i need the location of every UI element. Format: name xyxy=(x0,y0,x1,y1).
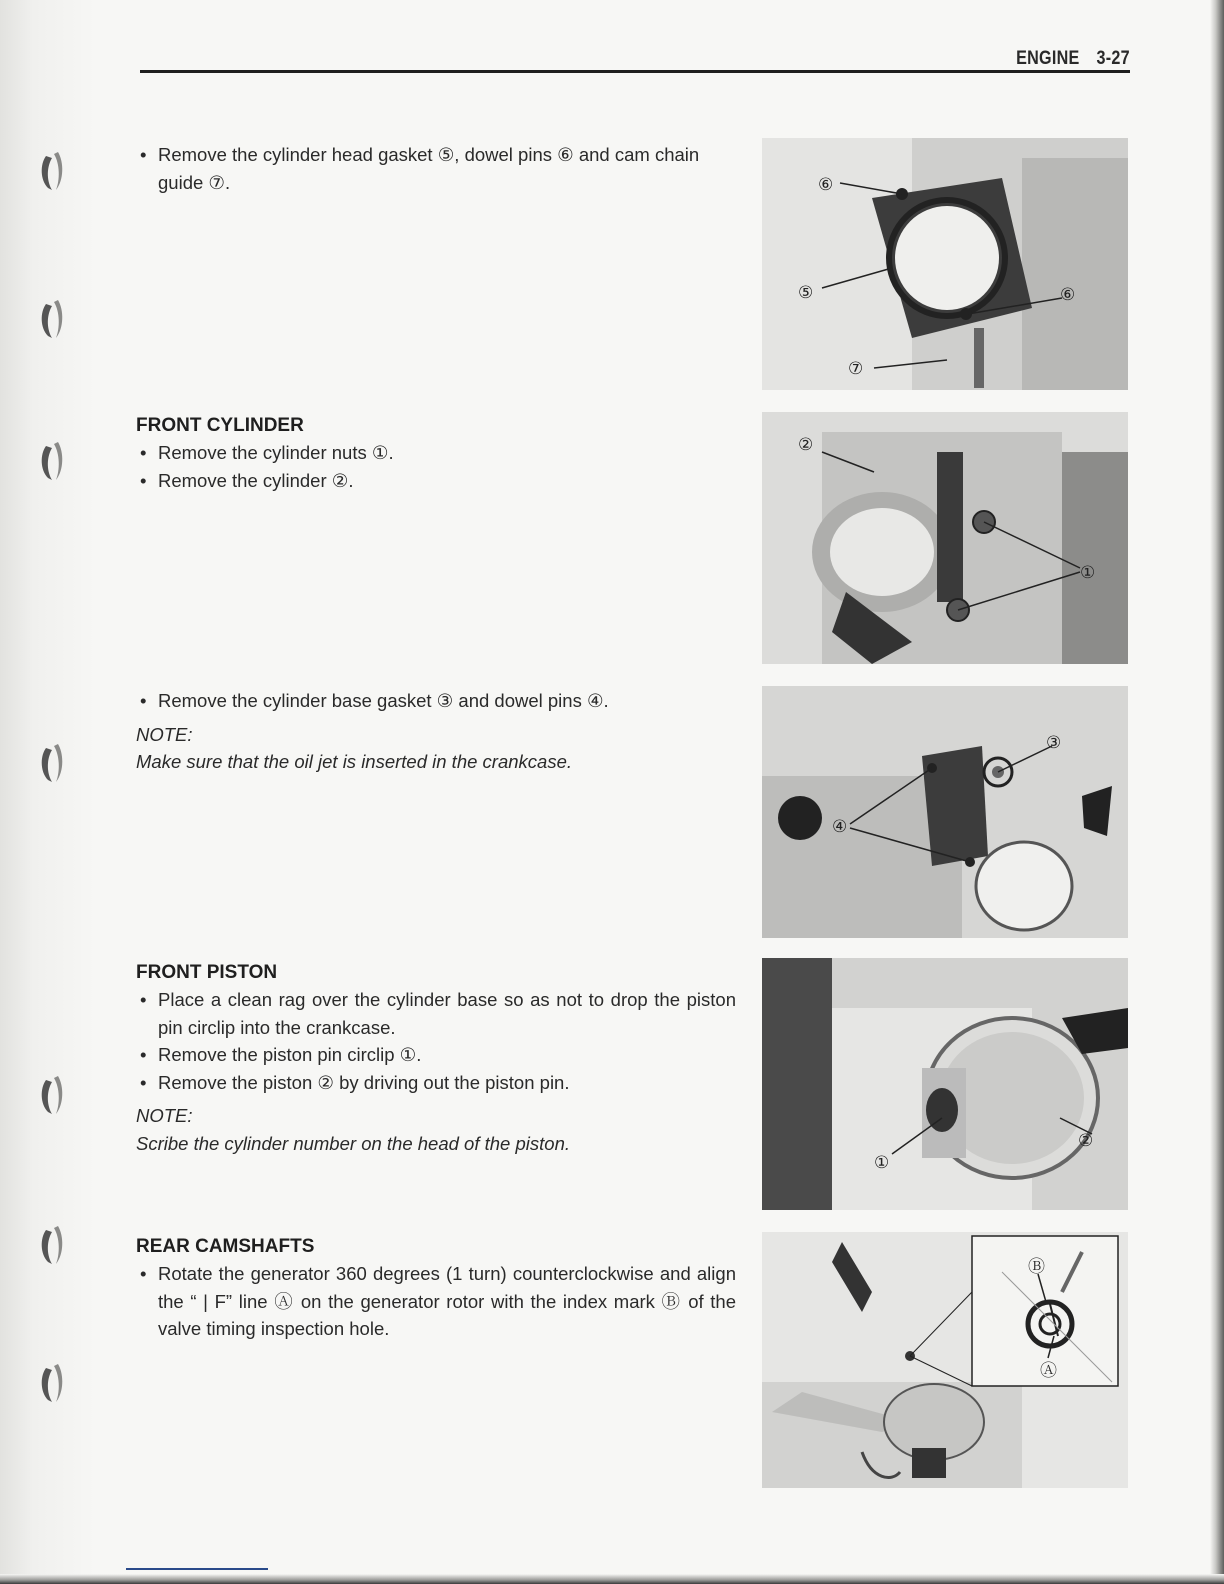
page-number: 3-27 xyxy=(1096,48,1130,69)
instruction-bullet: • Remove the cylinder ②. xyxy=(136,467,736,495)
callout-7: ⑦ xyxy=(848,359,864,379)
callout-5: ⑤ xyxy=(798,283,814,303)
header-rule xyxy=(140,70,1130,73)
section-heading: FRONT PISTON xyxy=(136,962,278,983)
page-header xyxy=(140,42,1130,74)
page-bottom-shadow xyxy=(0,1574,1224,1584)
note-label: NOTE: xyxy=(136,723,193,745)
instruction-bullet: • Remove the cylinder base gasket ③ and dowel pins ④. xyxy=(136,687,736,715)
callout-1: ① xyxy=(874,1153,890,1173)
callout-6: ⑥ xyxy=(818,175,834,195)
section-head-gasket xyxy=(136,141,736,196)
callout-2: ② xyxy=(798,435,814,455)
note-label: NOTE: xyxy=(136,1105,193,1126)
callout-B: Ⓑ xyxy=(1028,1257,1045,1277)
instruction-bullet: • Remove the cylinder head gasket ⑤, dowel pins ⑥ and cam chain guide ⑦. xyxy=(136,141,736,196)
instruction-bullet: • Remove the cylinder nuts ①. xyxy=(136,439,736,467)
binding-margin xyxy=(0,0,95,1584)
section-heading: FRONT CYLINDER xyxy=(136,415,304,436)
callout-2: ② xyxy=(1078,1131,1094,1151)
section-heading: REAR CAMSHAFTS xyxy=(136,1236,315,1257)
instruction-bullet: • Remove the piston pin circlip ①. xyxy=(136,1041,736,1069)
instruction-bullet: • Rotate the generator 360 degrees (1 turn) counterclockwise and align the “ | F” line Ⓐ on the generator rotor with the index mark Ⓑ of the valve timing inspection hole. xyxy=(136,1260,736,1343)
photo-base-gasket xyxy=(762,686,1128,938)
note-text: Make sure that the oil jet is inserted in the crankcase. xyxy=(136,751,572,772)
punch-hole xyxy=(38,440,68,484)
section-front-piston xyxy=(136,960,736,1157)
section-rear-camshafts xyxy=(136,1234,736,1343)
header-section: ENGINE xyxy=(1016,48,1080,69)
instruction-bullet: • Place a clean rag over the cylinder base so as not to drop the piston pin circlip into the crankcase. xyxy=(136,986,736,1041)
page-edge-shadow xyxy=(1210,0,1224,1584)
section-front-cylinder xyxy=(136,413,736,494)
punch-hole xyxy=(38,150,68,194)
punch-hole xyxy=(38,1362,68,1406)
note-text: Scribe the cylinder number on the head of the piston. xyxy=(136,1132,570,1154)
punch-hole xyxy=(38,298,68,342)
section-base-gasket xyxy=(136,687,736,776)
callout-4: ④ xyxy=(832,817,848,837)
photo-front-cylinder xyxy=(762,412,1128,664)
callout-1: ① xyxy=(1080,563,1096,583)
callout-6: ⑥ xyxy=(1060,285,1076,305)
instruction-bullet: • Remove the piston ② by driving out the piston pin. xyxy=(136,1069,736,1097)
photo-front-piston xyxy=(762,958,1128,1210)
punch-hole xyxy=(38,742,68,786)
photo-generator-alignment xyxy=(762,1232,1128,1488)
punch-hole xyxy=(38,1224,68,1268)
photo-head-gasket xyxy=(762,138,1128,390)
callout-3: ③ xyxy=(1046,733,1062,753)
callout-A: Ⓐ xyxy=(1040,1361,1057,1381)
footer-rule xyxy=(126,1568,268,1570)
punch-hole xyxy=(38,1074,68,1118)
